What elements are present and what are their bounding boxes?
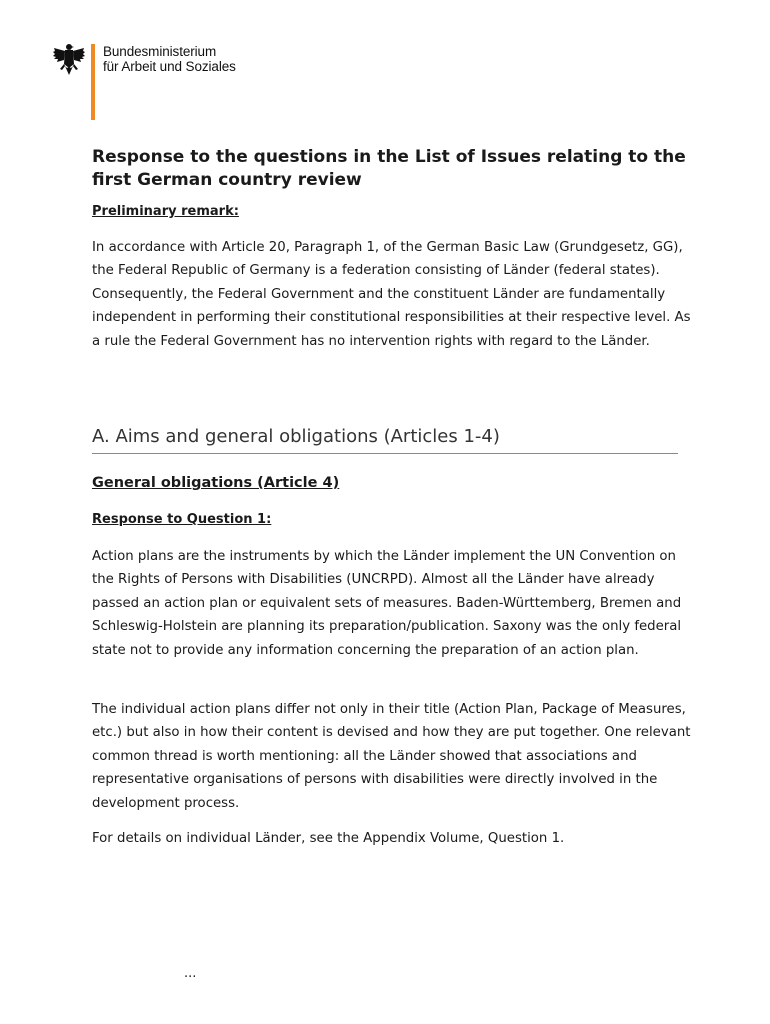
subsection-heading: General obligations (Article 4) bbox=[92, 475, 340, 491]
document-title: Response to the questions in the List of Issues relating to the first German country review bbox=[92, 147, 686, 190]
federal-eagle-icon bbox=[52, 42, 86, 78]
continuation-marker: ... bbox=[184, 966, 197, 981]
body-paragraph-1: Action plans are the instruments by which the Länder implement the UN Convention on the Rights of Persons with Disabilities (UNCRPD). Almost all the Länder have already passed an action plan or equivalent sets of measures. Baden-Württemberg, Bremen and Schleswig-Holstein are planning its preparation/publication. Saxony was the only federal state not to provide any information concerning the preparation of an action plan. bbox=[92, 549, 682, 658]
ministry-name-line2: für Arbeit und Soziales bbox=[103, 59, 236, 74]
preliminary-remark-heading: Preliminary remark: bbox=[92, 204, 239, 219]
ministry-name bbox=[103, 44, 236, 74]
body-paragraph-2: The individual action plans differ not only in their title (Action Plan, Package of Measures, etc.) but also in how their content is devised and how they are put together. One relevant common thread is worth mentioning: all the Länder showed that associations and representative organisations of persons with disabilities were directly involved in the development process. bbox=[92, 702, 691, 811]
ministry-name-line1: Bundesministerium bbox=[103, 44, 217, 59]
question-heading: Response to Question 1: bbox=[92, 512, 272, 527]
preliminary-remark-text: In accordance with Article 20, Paragraph 1, of the German Basic Law (Grundgesetz, GG), the Federal Republic of Germany is a federation consisting of Länder (federal states). Consequently, the Federal Government and the constituent Länder are fundamentally independent in performing their constitutional responsibilities at their respective level. As a rule the Federal Government has no intervention rights with regard to the Länder. bbox=[92, 240, 691, 349]
section-heading: A. Aims and general obligations (Articles 1-4) bbox=[92, 425, 678, 454]
brand-accent-bar bbox=[91, 44, 95, 120]
body-paragraph-3: For details on individual Länder, see the Appendix Volume, Question 1. bbox=[92, 831, 565, 846]
